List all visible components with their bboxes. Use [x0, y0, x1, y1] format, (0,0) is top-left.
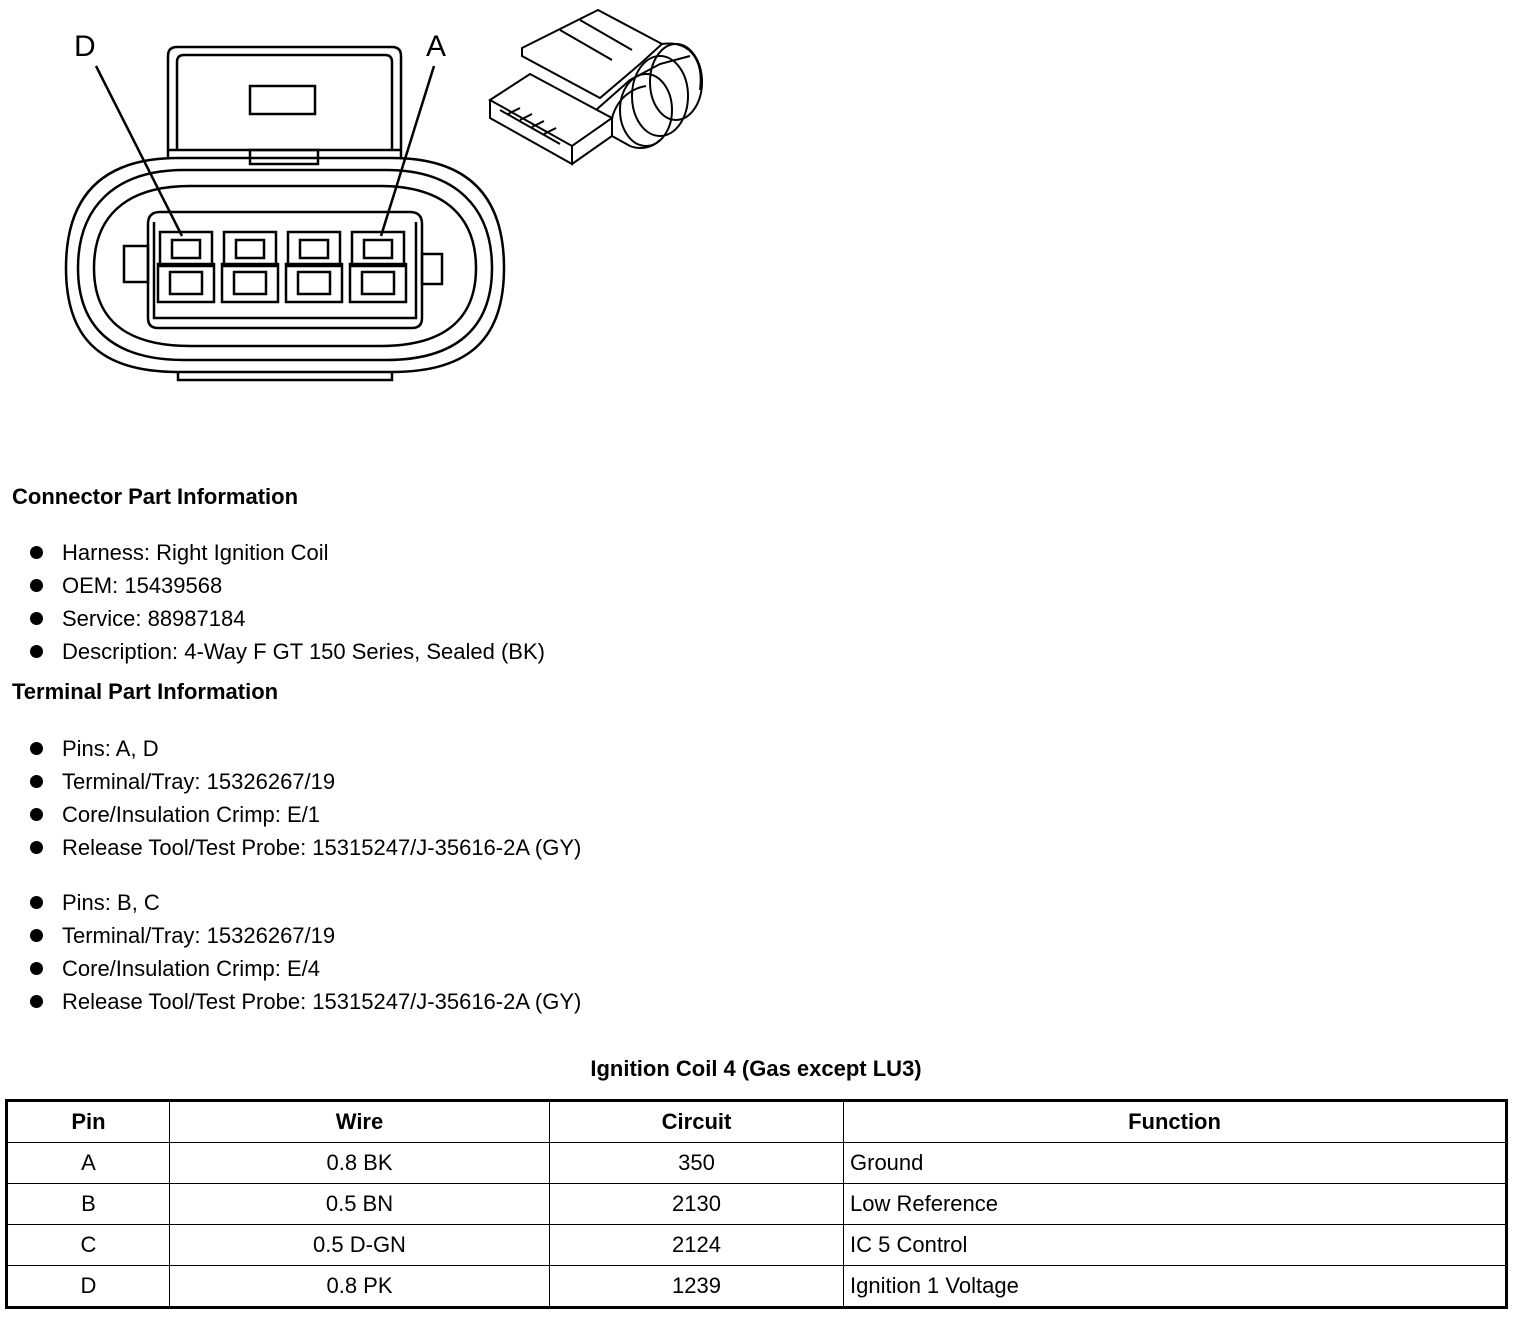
- cell-function: Ignition 1 Voltage: [844, 1266, 1507, 1308]
- terminal-group-2: [0, 886, 581, 1018]
- cell-circuit: 1239: [550, 1266, 844, 1308]
- cell-wire: 0.8 PK: [170, 1266, 550, 1308]
- pin-table-title: Ignition Coil 4 (Gas except LU3): [590, 1056, 922, 1081]
- table-row: [7, 1225, 1507, 1266]
- connector-isometric-view: [490, 10, 702, 164]
- list-item: Service: 88987184: [0, 602, 545, 635]
- cell-pin: B: [7, 1184, 170, 1225]
- pin-table: [5, 1099, 1508, 1309]
- table-header-row: [7, 1101, 1507, 1143]
- cell-pin: A: [7, 1143, 170, 1184]
- header-wire: Wire: [170, 1101, 550, 1143]
- pin-label-d: D: [74, 30, 96, 63]
- list-item: Harness: Right Ignition Coil: [0, 536, 545, 569]
- table-row: [7, 1184, 1507, 1225]
- connector-info-title: Connector Part Information: [12, 484, 299, 509]
- connector-drawing: [0, 0, 760, 400]
- cell-wire: 0.5 BN: [170, 1184, 550, 1225]
- list-item: Terminal/Tray: 15326267/19: [0, 919, 581, 952]
- header-pin: Pin: [7, 1101, 170, 1143]
- cell-pin: D: [7, 1266, 170, 1308]
- header-circuit: Circuit: [550, 1101, 844, 1143]
- list-item: Core/Insulation Crimp: E/4: [0, 952, 581, 985]
- cell-function: Ground: [844, 1143, 1507, 1184]
- list-item: Release Tool/Test Probe: 15315247/J-35616-2A (GY): [0, 831, 581, 864]
- list-item: OEM: 15439568: [0, 569, 545, 602]
- terminal-cavities: [158, 232, 406, 302]
- cell-pin: C: [7, 1225, 170, 1266]
- cell-circuit: 350: [550, 1143, 844, 1184]
- list-item: Core/Insulation Crimp: E/1: [0, 798, 581, 831]
- cell-wire: 0.5 D-GN: [170, 1225, 550, 1266]
- list-item: Terminal/Tray: 15326267/19: [0, 765, 581, 798]
- header-function: Function: [844, 1101, 1507, 1143]
- cell-circuit: 2124: [550, 1225, 844, 1266]
- list-item: Release Tool/Test Probe: 15315247/J-35616-2A (GY): [0, 985, 581, 1018]
- cell-wire: 0.8 BK: [170, 1143, 550, 1184]
- list-item: Description: 4-Way F GT 150 Series, Sealed (BK): [0, 635, 545, 668]
- cell-function: IC 5 Control: [844, 1225, 1507, 1266]
- connector-latch: [168, 47, 401, 164]
- cell-circuit: 2130: [550, 1184, 844, 1225]
- list-item: Pins: A, D: [0, 732, 581, 765]
- connector-info-list: [0, 536, 545, 668]
- table-row: [7, 1266, 1507, 1308]
- terminal-info-title: Terminal Part Information: [12, 679, 279, 704]
- cell-function: Low Reference: [844, 1184, 1507, 1225]
- terminal-group-1: [0, 732, 581, 864]
- list-item: Pins: B, C: [0, 886, 581, 919]
- pin-label-a: A: [426, 30, 447, 63]
- table-row: [7, 1143, 1507, 1184]
